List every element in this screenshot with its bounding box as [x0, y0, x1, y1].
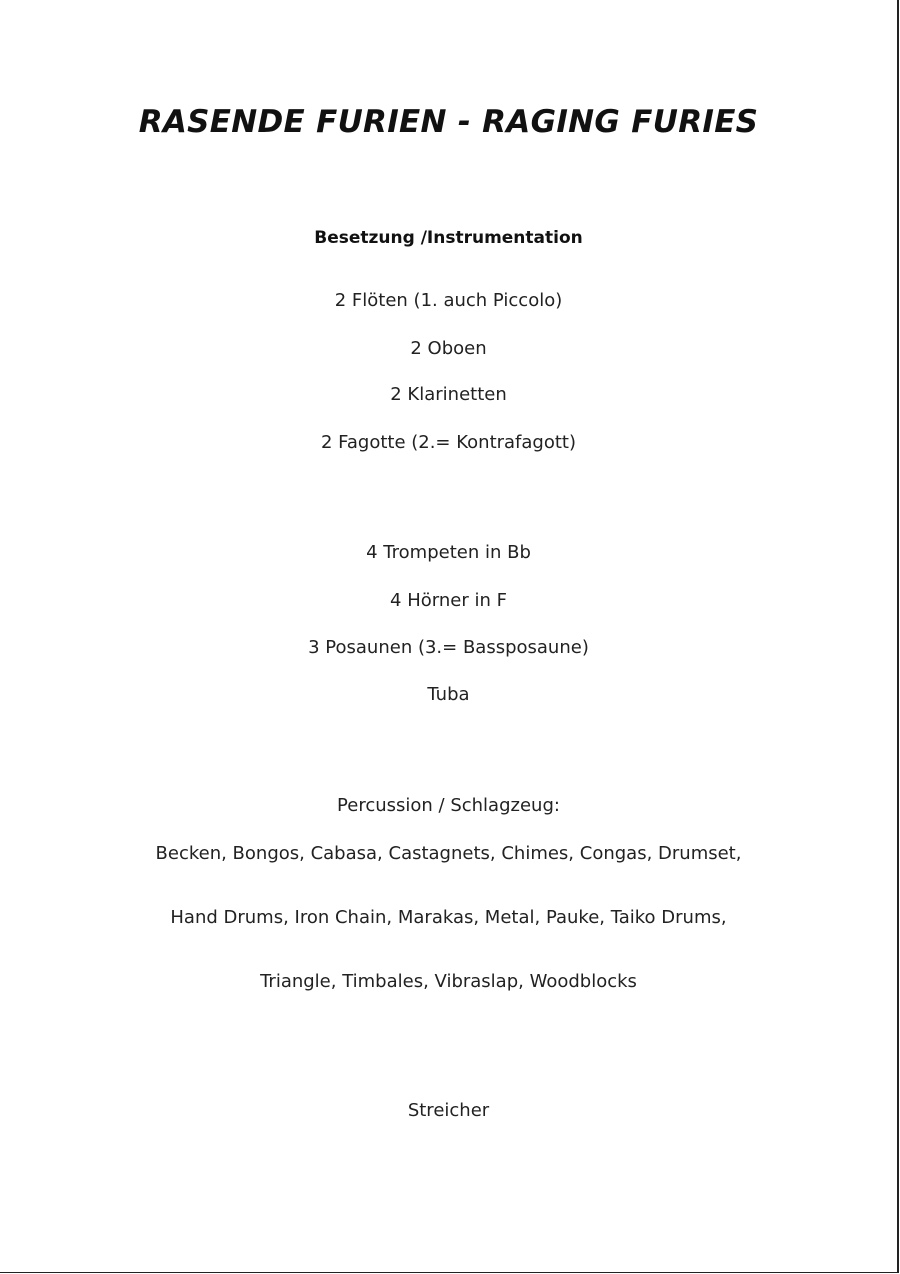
percussion-list-line-1: Becken, Bongos, Cabasa, Castagnets, Chimes, Congas, Drumset, — [155, 843, 742, 864]
brass-horns: 4 Hörner in F — [390, 590, 507, 611]
page-title: RASENDE FURIEN - RAGING FURIES — [138, 104, 759, 140]
instrumentation-heading: Besetzung /Instrumentation — [314, 228, 583, 248]
woodwind-oboes: 2 Oboen — [410, 338, 487, 359]
percussion-list-line-2: Hand Drums, Iron Chain, Marakas, Metal, Pauke, Taiko Drums, — [170, 907, 727, 928]
woodwind-clarinets: 2 Klarinetten — [390, 384, 507, 405]
brass-trumpets: 4 Trompeten in Bb — [366, 542, 531, 563]
percussion-list-line-3: Triangle, Timbales, Vibraslap, Woodblocks — [260, 971, 637, 992]
brass-tuba: Tuba — [427, 684, 470, 705]
percussion-label: Percussion / Schlagzeug: — [337, 795, 560, 816]
strings-label: Streicher — [407, 1100, 490, 1121]
brass-trombones: 3 Posaunen (3.= Bassposaune) — [308, 637, 589, 658]
woodwind-bassoons: 2 Fagotte (2.= Kontrafagott) — [320, 432, 576, 453]
woodwind-flutes: 2 Flöten (1. auch Piccolo) — [334, 290, 563, 311]
